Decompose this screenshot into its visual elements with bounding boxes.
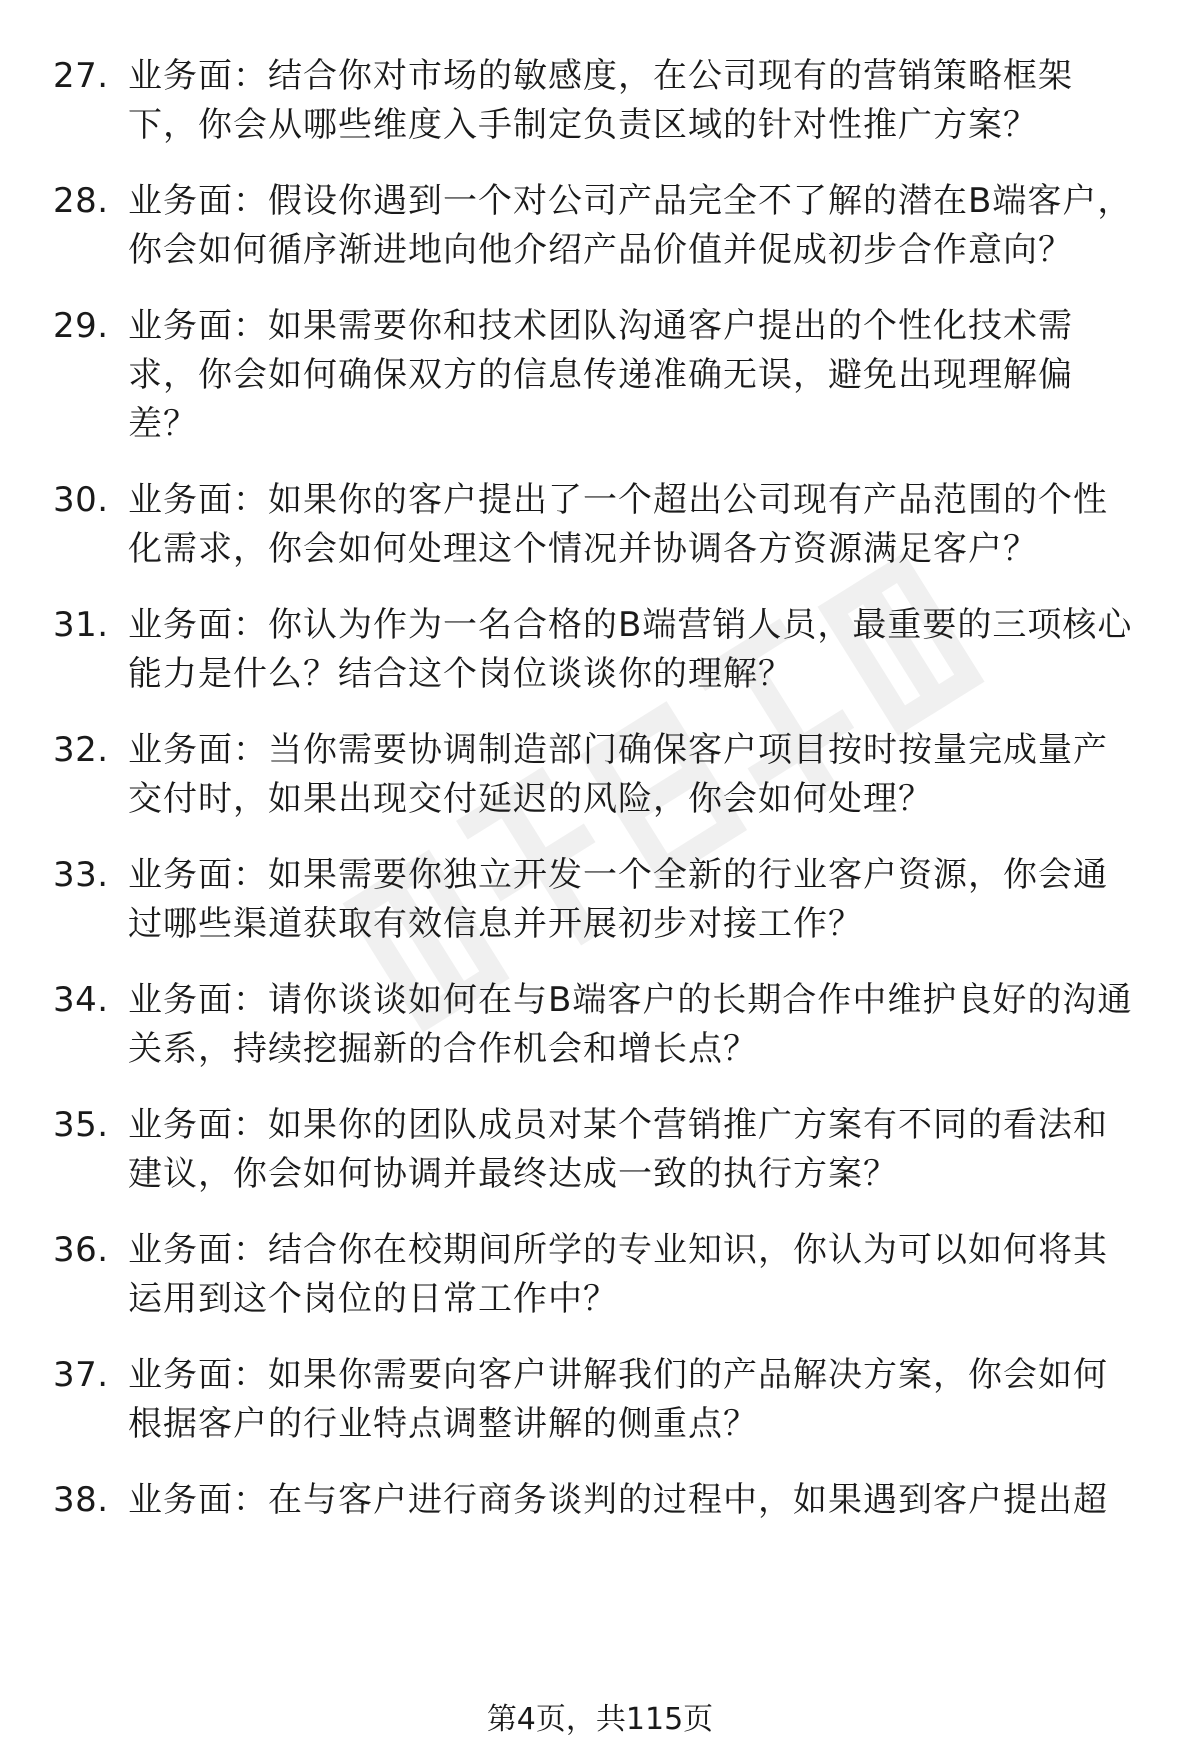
question-number: 30. — [53, 480, 109, 520]
question-number: 34. — [53, 980, 109, 1020]
question-number: 31. — [53, 605, 109, 645]
question-item — [0, 1101, 1200, 1199]
question-text: 业务面：如果需要你独立开发一个全新的行业客户资源，你会通过哪些渠道获取有效信息并开展初步对接工作？ — [128, 855, 1108, 944]
question-number: 32. — [53, 730, 109, 770]
question-text: 业务面：你认为作为一名合格的B端营销人员，最重要的三项核心能力是什么？结合这个岗位谈谈你的理解？ — [128, 605, 1133, 694]
question-number: 35. — [53, 1105, 109, 1145]
page-indicator: 第4页，共115页 — [486, 1702, 714, 1737]
question-item — [0, 177, 1200, 275]
question-item — [0, 601, 1200, 699]
question-item — [0, 976, 1200, 1074]
question-number: 36. — [53, 1230, 109, 1270]
question-text: 业务面：如果你的客户提出了一个超出公司现有产品范围的个性化需求，你会如何处理这个情况并协调各方资源满足客户？ — [128, 480, 1108, 569]
question-text: 业务面：请你谈谈如何在与B端客户的长期合作中维护良好的沟通关系，持续挖掘新的合作机会和增长点？ — [128, 980, 1133, 1069]
question-item — [0, 1476, 1200, 1525]
question-text: 业务面：结合你对市场的敏感度，在公司现有的营销策略框架下，你会从哪些维度入手制定负责区域的针对性推广方案？ — [128, 56, 1073, 145]
question-text: 业务面：在与客户进行商务谈判的过程中，如果遇到客户提出超 — [128, 1480, 1108, 1520]
question-item — [0, 851, 1200, 949]
question-item — [0, 1226, 1200, 1324]
question-text: 业务面：当你需要协调制造部门确保客户项目按时按量完成量产交付时，如果出现交付延迟的风险，你会如何处理？ — [128, 730, 1108, 819]
question-number: 29. — [53, 306, 109, 346]
question-text: 业务面：如果你需要向客户讲解我们的产品解决方案，你会如何根据客户的行业特点调整讲解的侧重点？ — [128, 1355, 1108, 1444]
question-item — [0, 302, 1200, 449]
question-text: 业务面：结合你在校期间所学的专业知识，你认为可以如何将其运用到这个岗位的日常工作中？ — [128, 1230, 1108, 1319]
question-text: 业务面：假设你遇到一个对公司产品完全不了解的潜在B端客户，你会如何循序渐进地向他介绍产品价值并促成初步合作意向？ — [128, 181, 1133, 270]
question-text: 业务面：如果需要你和技术团队沟通客户提出的个性化技术需求，你会如何确保双方的信息传递准确无误，避免出现理解偏差？ — [128, 306, 1073, 444]
question-number: 38. — [53, 1480, 109, 1520]
question-item — [0, 1351, 1200, 1449]
question-item — [0, 52, 1200, 150]
question-number: 28. — [53, 181, 109, 221]
question-item — [0, 476, 1200, 574]
question-text: 业务面：如果你的团队成员对某个营销推广方案有不同的看法和建议，你会如何协调并最终达成一致的执行方案？ — [128, 1105, 1108, 1194]
question-number: 33. — [53, 855, 109, 895]
question-number: 27. — [53, 56, 109, 96]
question-list — [0, 52, 1200, 1552]
question-number: 37. — [53, 1355, 109, 1395]
question-item — [0, 726, 1200, 824]
